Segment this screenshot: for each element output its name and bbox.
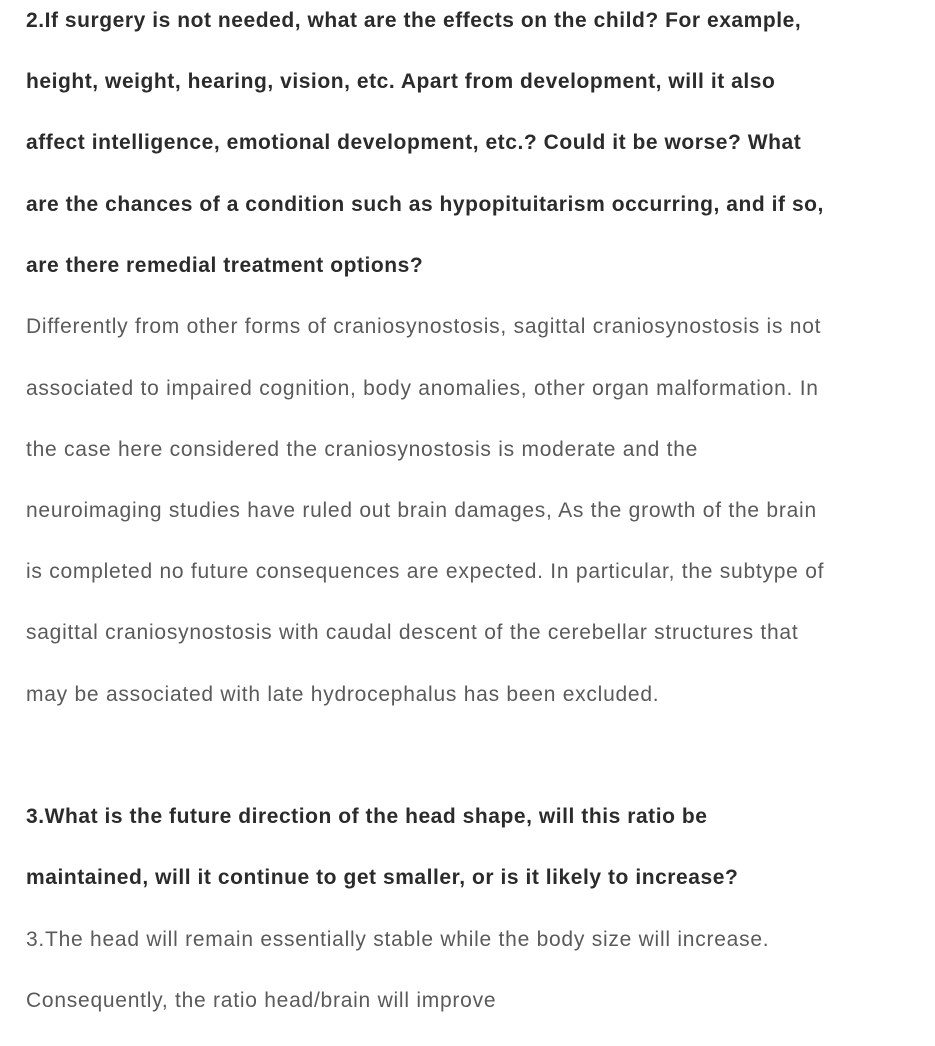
question-2-line: 2.If surgery is not needed, what are the effects on the child? For example, [26, 9, 802, 32]
question-2-line: are the chances of a condition such as hypopituitarism occurring, and if so, [26, 193, 824, 216]
answer-2-line: sagittal craniosynostosis with caudal descent of the cerebellar structures that [26, 621, 799, 644]
answer-2-line: is completed no future consequences are expected. In particular, the subtype of [26, 560, 825, 583]
question-3-line: 3.What is the future direction of the head shape, will this ratio be [26, 805, 708, 828]
answer-3-line: Consequently, the ratio head/brain will improve [26, 989, 497, 1012]
answer-2-line: may be associated with late hydrocephalus has been excluded. [26, 683, 660, 706]
question-2-line: are there remedial treatment options? [26, 254, 424, 277]
answer-2-line: associated to impaired cognition, body anomalies, other organ malformation. In [26, 377, 819, 400]
answer-2-line: Differently from other forms of craniosynostosis, sagittal craniosynostosis is not [26, 315, 822, 338]
answer-3-line: 3.The head will remain essentially stable while the body size will increase. [26, 928, 770, 951]
answer-2-line: neuroimaging studies have ruled out brain damages, As the growth of the brain [26, 499, 817, 522]
question-3-line: maintained, will it continue to get smaller, or is it likely to increase? [26, 866, 739, 889]
question-2-line: affect intelligence, emotional development, etc.? Could it be worse? What [26, 131, 802, 154]
answer-2-line: the case here considered the craniosynostosis is moderate and the [26, 438, 699, 461]
question-2-line: height, weight, hearing, vision, etc. Apart from development, will it also [26, 70, 776, 93]
